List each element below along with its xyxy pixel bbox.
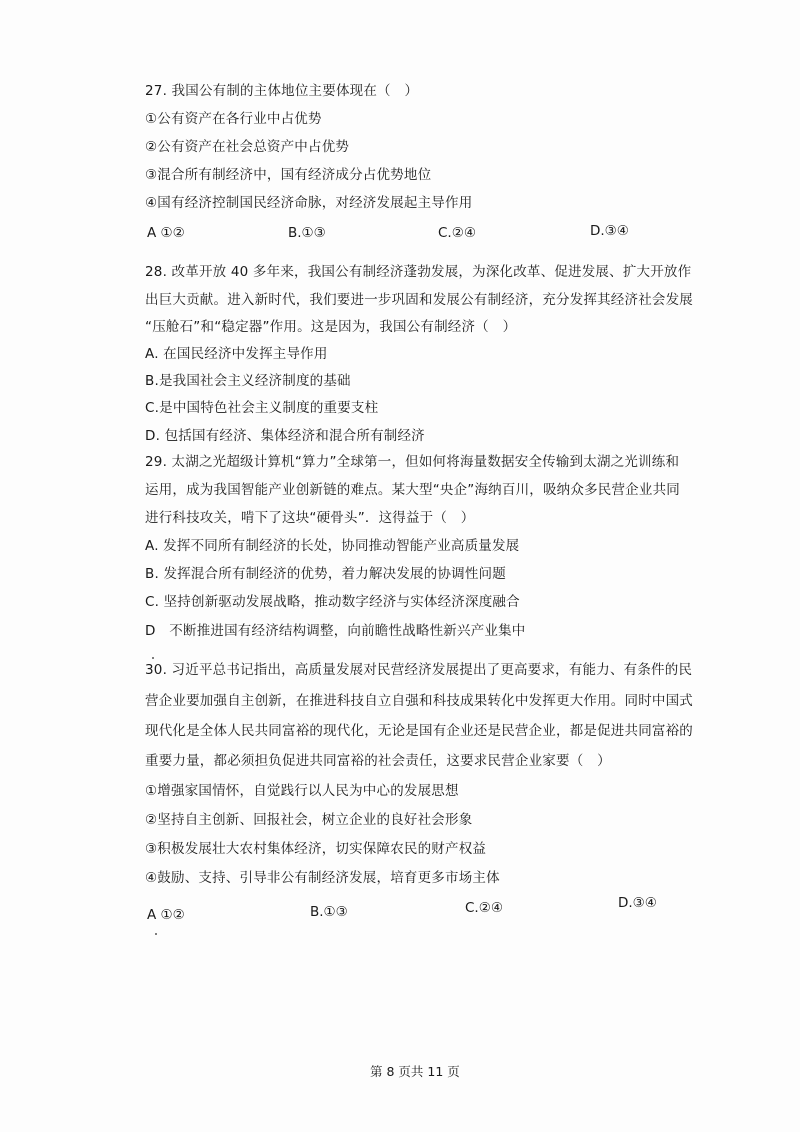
q28-stem-line-1: 28. 改革开放 40 多年来，我国公有制经济蓬勃发展，为深化改革、促进发展、扩大开放作: [145, 264, 692, 280]
q27-stem: 27. 我国公有制的主体地位主要体现在（ ）: [145, 83, 419, 99]
q28-stem-line-3: “压舱石”和“稳定器”作用。这是因为，我国公有制经济（ ）: [145, 319, 517, 335]
q28-option-d: D. 包括国有经济、集体经济和混合所有制经济: [145, 428, 425, 444]
q30-item-2: ②坚持自主创新、回报社会，树立企业的良好社会形象: [145, 812, 473, 828]
q30-option-c: C.②④: [465, 900, 503, 916]
q30-stem-line-2: 营企业要加强自主创新，在推进科技自立自强和科技成果转化中发挥更大作用。同时中国式: [145, 693, 693, 709]
q30-option-d: D.③④: [618, 895, 657, 911]
q30-option-a: A ①②: [147, 907, 185, 923]
q30-stem-line-1: 30. 习近平总书记指出，高质量发展对民营经济发展提出了更高要求，有能力、有条件的民: [145, 662, 693, 678]
q27-option-c: C.②④: [438, 225, 476, 241]
q27-option-b: B.①③: [288, 225, 326, 241]
q27-option-d: D.③④: [590, 223, 629, 239]
q30-stem-line-4: 重要力量，都必须担负促进共同富裕的社会责任，这要求民营企业家要（ ）: [145, 753, 611, 769]
q27-item-4: ④国有经济控制国民经济命脉，对经济发展起主导作用: [145, 195, 473, 211]
scan-speck: [152, 657, 154, 659]
q29-stem-line-1: 29. 太湖之光超级计算机“算力”全球第一，但如何将海量数据安全传输到太湖之光训练和: [145, 454, 680, 470]
q29-stem-line-3: 进行科技攻关，啃下了这块“硬骨头”．这得益于（ ）: [145, 510, 475, 526]
q30-item-1: ①增强家国情怀，自觉践行以人民为中心的发展思想: [145, 783, 459, 799]
q28-stem-line-2: 出巨大贡献。进入新时代，我们要进一步巩固和发展公有制经济，充分发挥其经济社会发展: [145, 292, 693, 308]
q28-option-b: B.是我国社会主义经济制度的基础: [145, 373, 351, 389]
q27-option-a: A ①②: [147, 225, 185, 241]
q27-item-2: ②公有资产在社会总资产中占优势: [145, 139, 350, 155]
q28-option-a: A. 在国民经济中发挥主导作用: [145, 346, 328, 362]
q30-stem-line-3: 现代化是全体人民共同富裕的现代化，无论是国有企业还是民营企业，都是促进共同富裕的: [145, 723, 693, 739]
q27-item-1: ①公有资产在各行业中占优势: [145, 111, 322, 127]
page-number-footer: 第 8 页共 11 页: [370, 1064, 460, 1079]
q29-option-c: C. 坚持创新驱动发展战略，推动数字经济与实体经济深度融合: [145, 594, 520, 610]
q28-option-c: C.是中国特色社会主义制度的重要支柱: [145, 400, 379, 416]
q29-stem-line-2: 运用，成为我国智能产业创新链的难点。某大型“央企”海纳百川，吸纳众多民营企业共同: [145, 482, 680, 498]
q29-option-d: D 不断推进国有经济结构调整，向前瞻性战略性新兴产业集中: [145, 623, 526, 639]
scan-speck: [155, 933, 157, 935]
q30-item-3: ③积极发展壮大农村集体经济，切实保障农民的财产权益: [145, 841, 487, 857]
q30-option-b: B.①③: [310, 904, 348, 920]
q30-item-4: ④鼓励、支持、引导非公有制经济发展，培育更多市场主体: [145, 870, 500, 886]
q29-option-b: B. 发挥混合所有制经济的优势，着力解决发展的协调性问题: [145, 566, 506, 582]
q29-option-a: A. 发挥不同所有制经济的长处，协同推动智能产业高质量发展: [145, 538, 520, 554]
q27-item-3: ③混合所有制经济中，国有经济成分占优势地位: [145, 167, 432, 183]
